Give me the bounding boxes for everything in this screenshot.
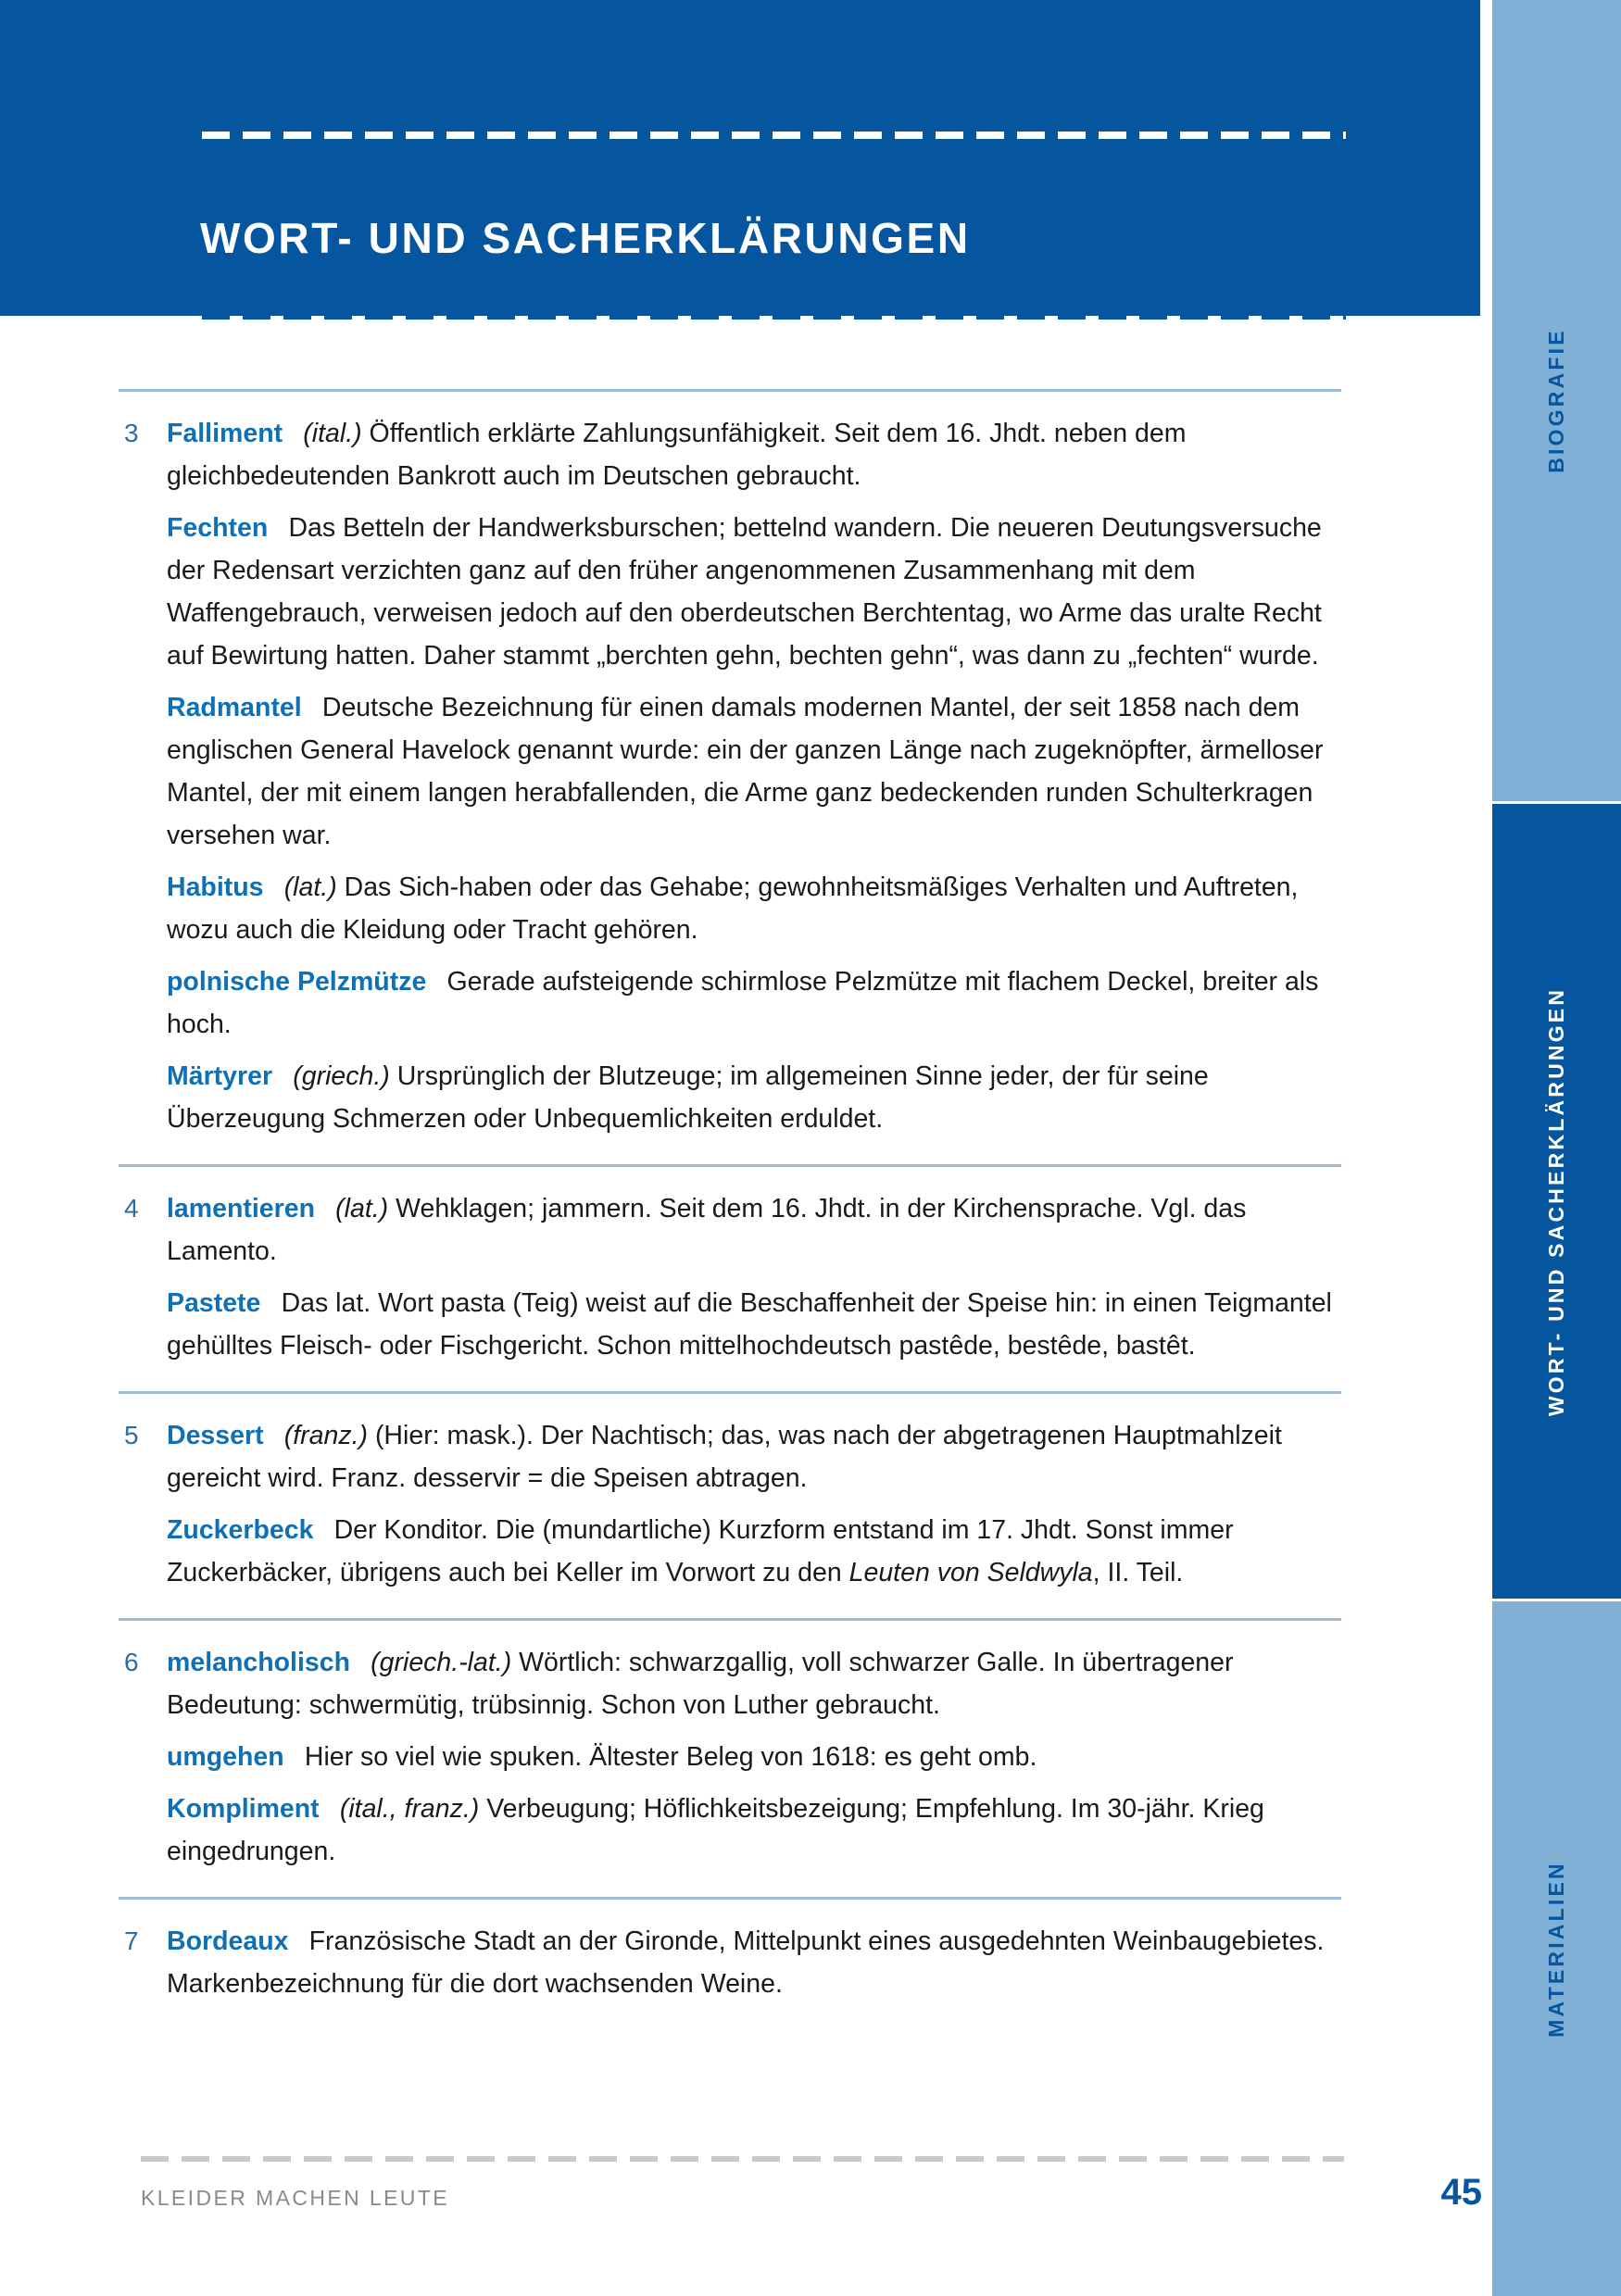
glossary-entry [119, 1391, 1341, 1618]
glossary-definition [167, 1736, 1341, 1778]
side-tab-wort-und-sacherklaerungen[interactable] [1492, 804, 1621, 1599]
definition-text: Das lat. Wort pasta (Teig) weist auf die Beschaffenheit der Speise hin: in einen Teigmantel gehülltes Fleisch- oder Fischgericht. Schon mittelhochdeutsch pastêde, bestêde, bastêt. [167, 1288, 1332, 1361]
term-origin: (ital.) [303, 419, 362, 448]
entry-body [167, 1641, 1341, 1873]
glossary-definition [167, 1414, 1341, 1499]
term-origin: (lat.) [335, 1194, 389, 1223]
glossary-definition [167, 1509, 1341, 1594]
glossary-definition [167, 866, 1341, 951]
side-tab-label: WORT- UND SACHERKLÄRUNGEN [1544, 986, 1569, 1416]
side-tab-label: MATERIALIEN [1544, 1860, 1568, 2038]
glossary-entry [119, 389, 1341, 1164]
glossary-definition [167, 412, 1341, 497]
glossary-term: Habitus [167, 872, 264, 902]
entry-number: 7 [124, 1926, 139, 1955]
definition-text: Hier so viel wie spuken. Ältester Beleg von 1618: es geht omb. [304, 1742, 1037, 1772]
term-origin: (griech.) [293, 1061, 390, 1091]
definition-text: Gerade aufsteigende schirmlose Pelzmütze mit flachem Deckel, breiter als hoch. [167, 967, 1319, 1039]
definition-text: Wehklagen; jammern. Seit dem 16. Jhdt. in der Kirchensprache. Vgl. das Lamento. [167, 1194, 1247, 1266]
side-tab-strip [1492, 0, 1621, 2296]
definition-text: Verbeugung; Höflichkeitsbezeigung; Empfehlung. Im 30-jähr. Krieg eingedrungen. [167, 1794, 1264, 1866]
footer-book-title: KLEIDER MACHEN LEUTE [141, 2186, 450, 2210]
glossary-entry-list [119, 389, 1341, 2029]
glossary-term: Dessert [167, 1421, 264, 1450]
glossary-term: melancholisch [167, 1648, 350, 1677]
term-origin: (lat.) [283, 872, 337, 902]
glossary-term: Pastete [167, 1288, 261, 1318]
side-tab-biografie[interactable] [1492, 0, 1621, 801]
page-title: WORT- UND SACHERKLÄRUNGEN [200, 214, 971, 262]
glossary-entry [119, 1164, 1341, 1391]
header-dashed-rule-top [202, 132, 1346, 139]
term-origin: (franz.) [283, 1421, 369, 1450]
glossary-term: Bordeaux [167, 1926, 289, 1956]
entry-body [167, 412, 1341, 1140]
definition-text: Wörtlich: schwarzgallig, voll schwarzer Galle. In übertragener Bedeutung: schwermütig, trübsinnig. Schon von Luther gebraucht. [167, 1648, 1234, 1720]
glossary-term: polnische Pelzmütze [167, 967, 427, 997]
glossary-definition [167, 1788, 1341, 1873]
entry-number: 4 [124, 1194, 139, 1223]
glossary-term: Märtyrer [167, 1061, 273, 1091]
glossary-term: Zuckerbeck [167, 1515, 314, 1545]
glossary-entry [119, 1618, 1341, 1897]
definition-text: Öffentlich erklärte Zahlungsunfähigkeit. Seit dem 16. Jhdt. neben dem gleichbedeutenden Bankrott auch im Deutschen gebraucht. [167, 419, 1187, 491]
page-number: 45 [1440, 2172, 1482, 2213]
entry-body [167, 1414, 1341, 1594]
side-tab-label: BIOGRAFIE [1544, 328, 1568, 473]
definition-text: Deutsche Bezeichnung für einen damals modernen Mantel, der seit 1858 nach dem englischen General Havelock genannt wurde: ein der ganzen Länge nach zugeknöpfter, ärmelloser Mantel, der mit einem langen herabfallenden, die Arme ganz bedeckenden runden Schulterkragen versehen war. [167, 693, 1324, 850]
glossary-term: Kompliment [167, 1794, 320, 1824]
entry-body [167, 1187, 1341, 1367]
glossary-definition [167, 1055, 1341, 1140]
header-dashed-rule-bottom [202, 312, 1346, 320]
definition-text-tail: , II. Teil. [1092, 1558, 1184, 1587]
glossary-term: Fechten [167, 513, 269, 543]
glossary-definition [167, 507, 1341, 677]
glossary-definition [167, 1282, 1341, 1367]
term-origin: (ital., franz.) [339, 1794, 480, 1824]
definition-text: Das Sich-haben oder das Gehabe; gewohnheitsmäßiges Verhalten und Auftreten, wozu auch die Kleidung oder Tracht gehören. [167, 872, 1299, 945]
side-tab-materialien[interactable] [1492, 1601, 1621, 2296]
glossary-definition [167, 1187, 1341, 1273]
glossary-definition [167, 1641, 1341, 1726]
definition-text: (Hier: mask.). Der Nachtisch; das, was nach der abgetragenen Hauptmahlzeit gereicht wird. Franz. desservir = die Speisen abtragen. [167, 1421, 1282, 1493]
glossary-term: Radmantel [167, 693, 302, 722]
cited-work-title: Leuten von Seldwyla [848, 1558, 1093, 1587]
entry-number: 3 [124, 419, 139, 447]
footer-dashed-rule [141, 2156, 1344, 2162]
definition-text: Ursprünglich der Blutzeuge; im allgemeinen Sinne jeder, der für seine Überzeugung Schmerzen oder Unbequemlichkeiten erduldet. [167, 1061, 1209, 1134]
definition-text: Der Konditor. Die (mundartliche) Kurzform entstand im 17. Jhdt. Sonst immer Zuckerbäcker, übrigens auch bei Keller im Vorwort zu den [167, 1515, 1234, 1587]
entry-body [167, 1920, 1341, 2005]
glossary-definition [167, 686, 1341, 857]
entry-number: 6 [124, 1648, 139, 1676]
entry-number: 5 [124, 1421, 139, 1449]
definition-text: Französische Stadt an der Gironde, Mittelpunkt eines ausgedehnten Weinbaugebietes. Markenbezeichnung für die dort wachsenden Weine. [167, 1926, 1325, 1999]
glossary-term: Falliment [167, 419, 283, 448]
glossary-term: umgehen [167, 1742, 284, 1772]
glossary-definition [167, 960, 1341, 1046]
definition-text: Das Betteln der Handwerksburschen; bettelnd wandern. Die neueren Deutungsversuche der Redensart verzichten ganz auf den früher angenommenen Zusammenhang mit dem Waffengebrauch, verweisen jedoch auf den oberdeutschen Berchtentag, wo Arme das uralte Recht auf Bewirtung hatten. Daher stammt „berchten gehn, bechten gehn“, was dann zu „fechten“ wurde. [167, 513, 1322, 671]
glossary-term: lamentieren [167, 1194, 315, 1223]
header-banner [0, 0, 1480, 316]
term-origin: (griech.-lat.) [371, 1648, 512, 1677]
glossary-definition [167, 1920, 1341, 2005]
glossary-entry [119, 1897, 1341, 2029]
